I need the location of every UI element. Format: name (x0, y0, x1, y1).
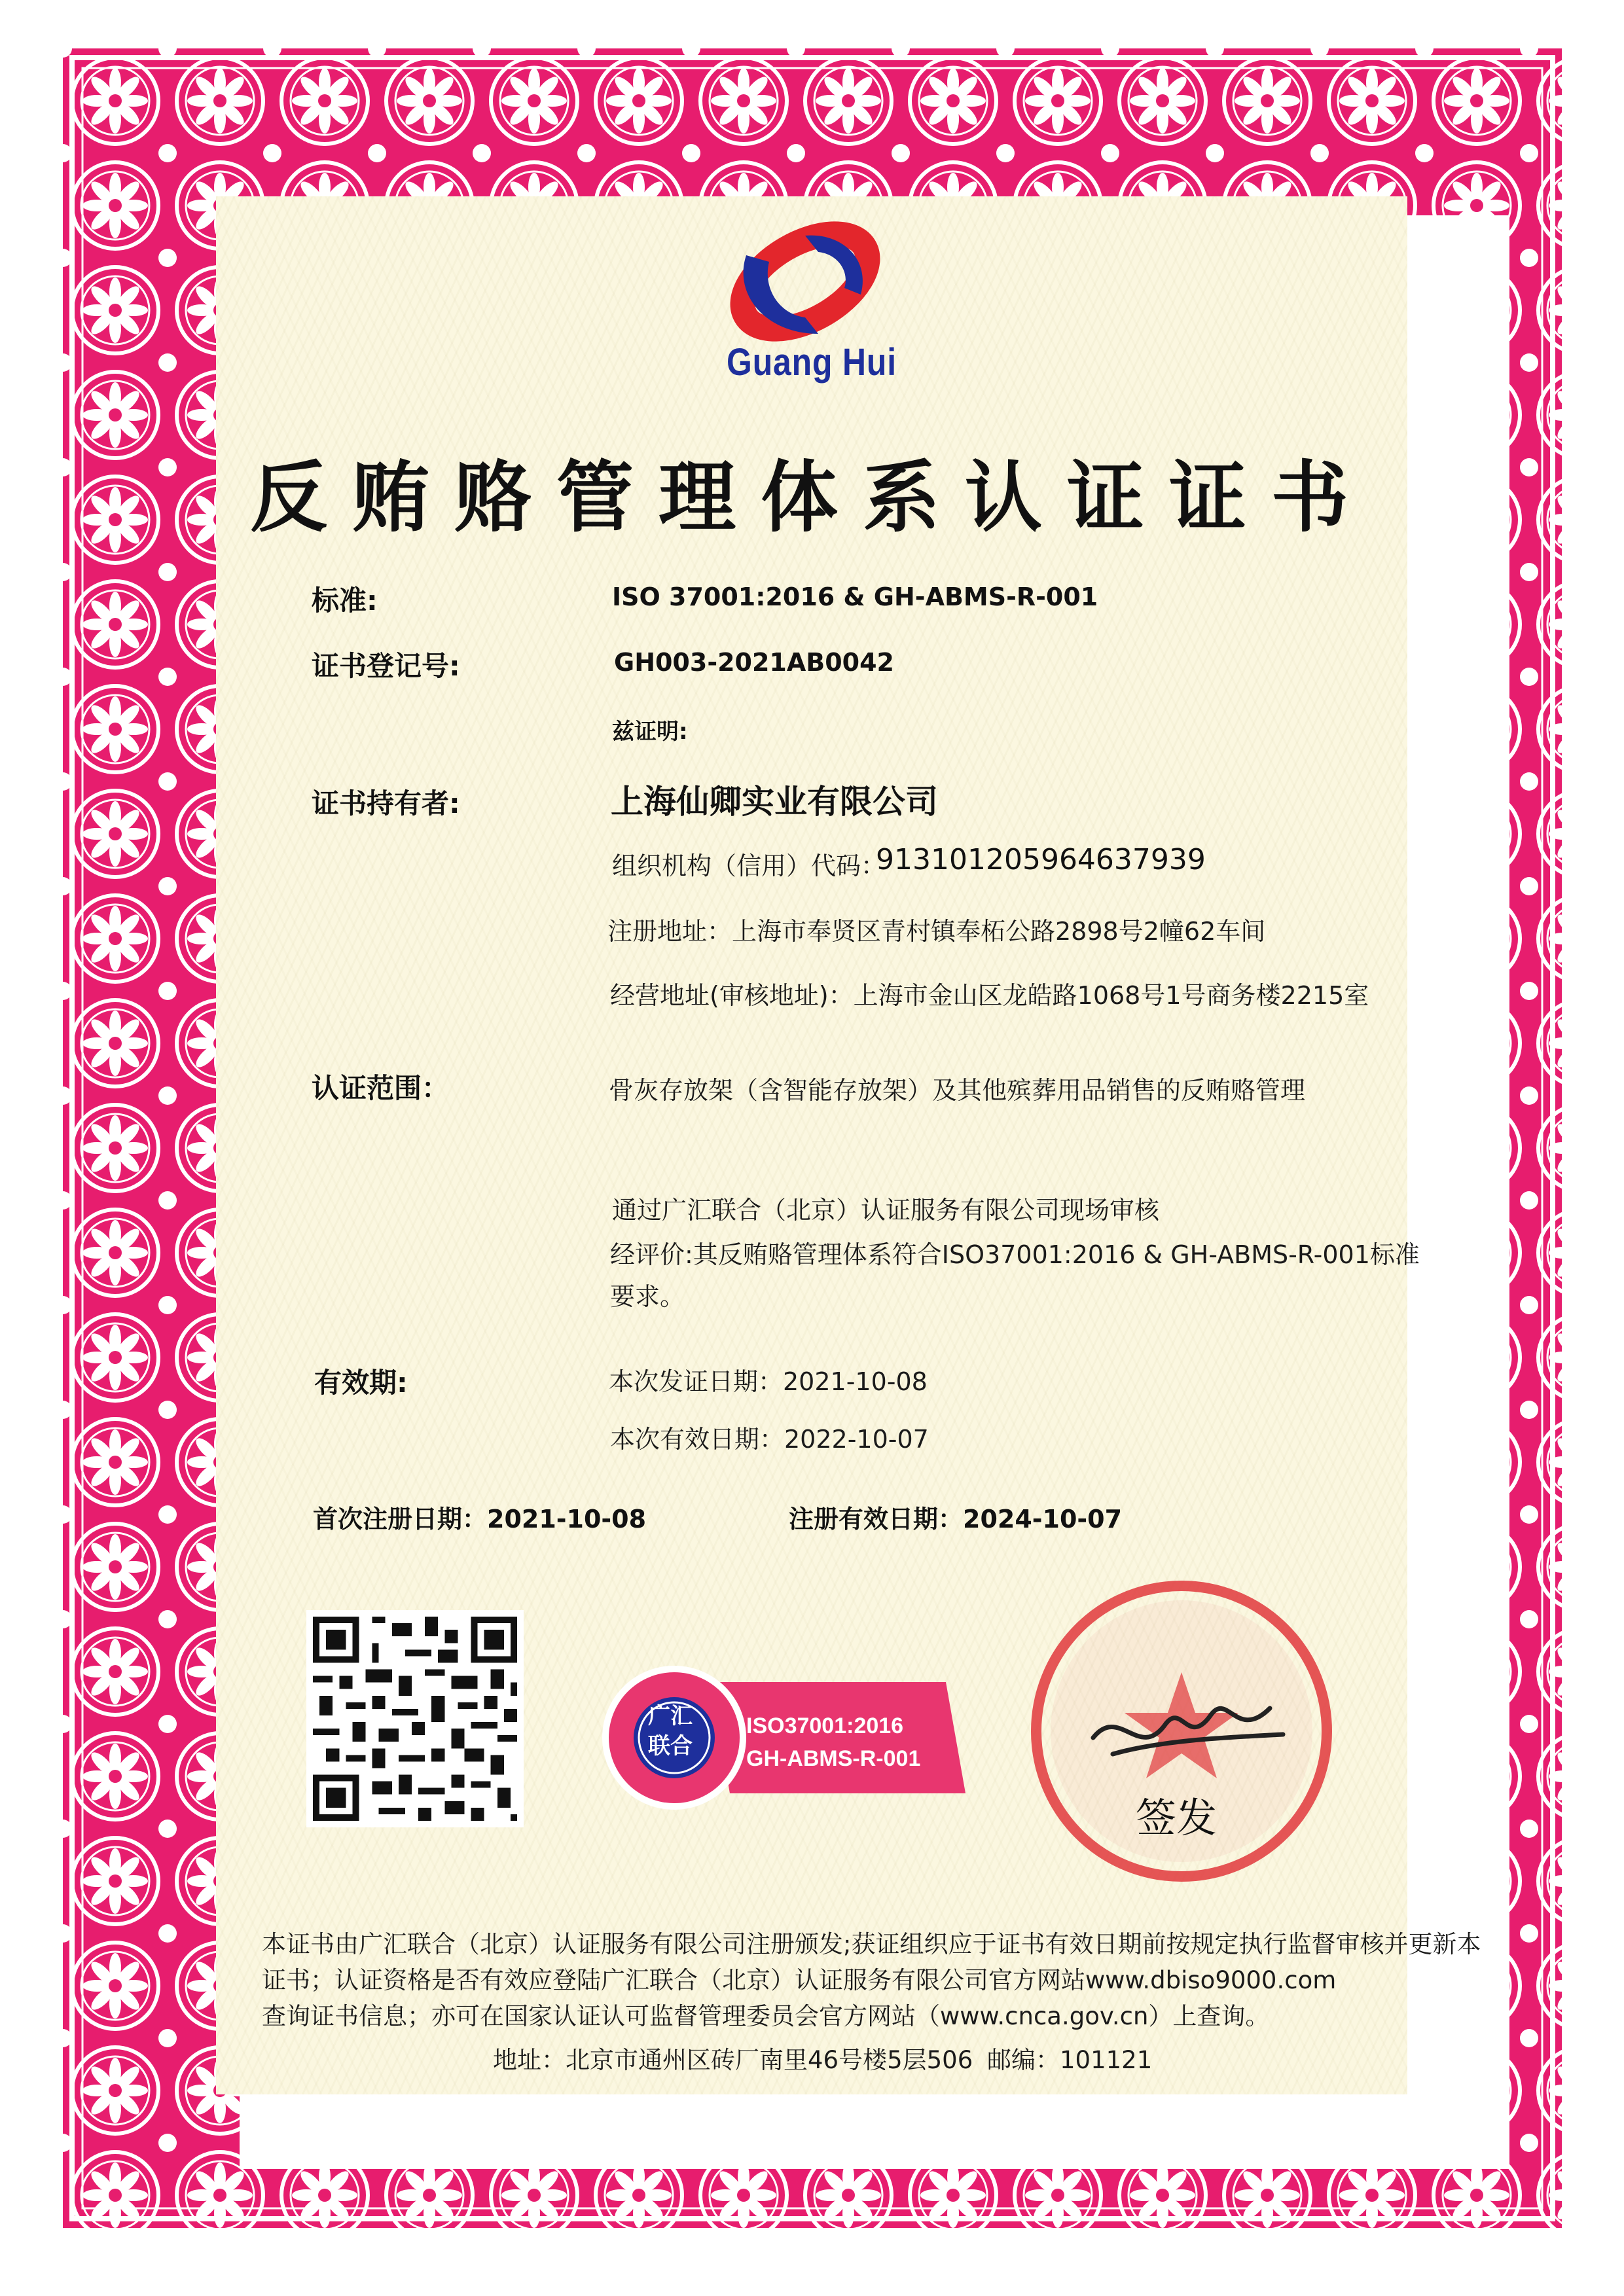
badge-circle-bottom: 联合 (648, 1733, 693, 1759)
sign-label: 签发 (1136, 1794, 1218, 1842)
footer-line-2: 证书；认证资格是否有效应登陆广汇联合（北京）认证服务有限公司官方网站www.dbiso9000.com (262, 1966, 1337, 1994)
brand-name: Guang Hui (727, 341, 897, 384)
registered-address: 注册地址：上海市奉贤区青村镇奉柘公路2898号2幢62车间 (607, 917, 1266, 946)
standard-label: 标准: (312, 584, 378, 617)
footer-line-3: 查询证书信息；亦可在国家认证认可监督管理委员会官方网站（www.cnca.gov.cn）上查询。 (262, 2002, 1270, 2030)
footer-postcode: 邮编：101121 (987, 2046, 1153, 2074)
cert-no-label: 证书登记号: (312, 650, 460, 682)
hereby-text: 兹证明: (612, 719, 688, 745)
badge-standard-1: ISO37001:2016 (746, 1713, 904, 1738)
audit-line-3: 要求。 (610, 1282, 685, 1311)
expire-date: 本次有效日期：2022-10-07 (610, 1425, 929, 1454)
holder-code-label: 组织机构（信用）代码： (612, 852, 886, 880)
audit-line-1: 通过广汇联合（北京）认证服务有限公司现场审核 (612, 1196, 1160, 1225)
holder-name: 上海仙卿实业有限公司 (611, 783, 938, 821)
validity-label: 有效期: (314, 1367, 408, 1399)
badge-circle-top: 广汇 (648, 1703, 693, 1729)
scope-value: 骨灰存放架（含智能存放架）及其他殡葬用品销售的反贿赂管理 (609, 1076, 1306, 1105)
footer-address: 地址：北京市通州区砖厂南里46号楼5层506 (493, 2046, 973, 2074)
holder-code-value: 91310120596463793​9 (876, 843, 1206, 876)
standard-value: ISO 37001:2016 & GH-ABMS-R-001 (612, 583, 1098, 611)
issue-date: 本次发证日期：2021-10-08 (609, 1367, 928, 1396)
qr-code-icon (306, 1610, 524, 1827)
cert-no-value: GH003-2021AB0042 (614, 648, 894, 677)
operating-address: 经营地址(审核地址)：上海市金山区龙皓路1068号1号商务楼2215室 (610, 981, 1369, 1010)
scope-label: 认证范围： (312, 1072, 450, 1104)
certificate-title: 反贿赂管理体系认证证书 (249, 452, 1373, 543)
audit-line-2: 经评价:其反贿赂管理体系符合ISO37001:2016 & GH-ABMS-R-001标准 (610, 1240, 1420, 1269)
registration-valid-date: 注册有效日期：2024-10-07 (789, 1505, 1123, 1534)
footer-line-1: 本证书由广汇联合（北京）认证服务有限公司注册颁发;获证组织应于证书有效日期前按规定执行监督审核并更新本 (262, 1930, 1481, 1958)
badge-standard-2: GH-ABMS-R-001 (746, 1746, 921, 1771)
first-registration-date: 首次注册日期：2021-10-08 (313, 1505, 647, 1534)
holder-label: 证书持有者: (312, 787, 460, 819)
